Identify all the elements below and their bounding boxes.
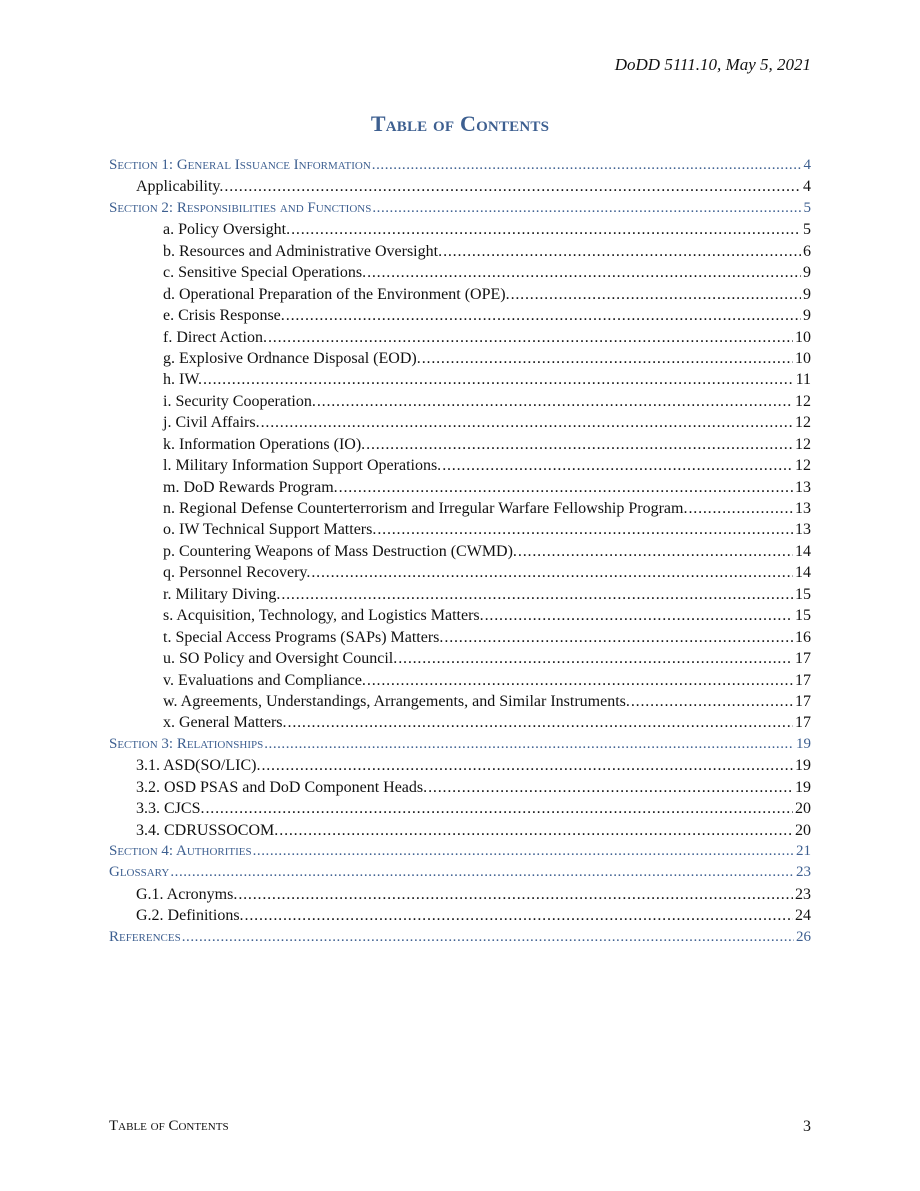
toc-entry-page-number: 17 [795,692,811,710]
toc-entry[interactable] [109,305,811,326]
footer-section-title: Table of Contents [109,1118,229,1134]
toc-entry[interactable] [109,219,811,240]
toc-entry-page-number: 23 [795,885,811,903]
dot-leader [281,584,793,605]
toc-entry-page-number: 14 [795,542,811,560]
toc-entry[interactable] [109,670,811,691]
toc-entry-page-number: 9 [803,285,811,303]
toc-entry[interactable] [109,241,811,262]
toc-entry[interactable] [109,477,811,498]
toc-entry-page-number: 20 [795,821,811,839]
toc-entry-page-number: 20 [795,800,811,818]
toc-entry[interactable] [109,262,811,283]
toc-entry-page-number: 17 [795,650,811,668]
toc-entry-page-number: 12 [795,457,811,475]
dot-leader [518,541,793,562]
toc-entry-label: Section 4: Authorities [109,843,252,859]
toc-entry-page-number: 12 [795,414,811,432]
dot-leader [398,648,793,669]
dot-leader [238,884,793,905]
dot-leader [182,927,794,948]
page-title: Table of Contents [370,111,550,136]
toc-entry-label: Section 3: Relationships [109,735,264,752]
dot-leader [317,391,793,412]
toc-entry-page-number: 19 [795,757,811,775]
toc-entry-label: m. DoD Rewards Program. [163,478,338,496]
dot-leader [372,198,801,219]
toc-entry-label: w. Agreements, Understandings, Arrangements, and Similar Instruments. [163,692,630,710]
toc-entry[interactable] [109,905,811,926]
toc-entry-label: g. Explosive Ordnance Disposal (EOD). [163,349,421,367]
dot-leader [444,627,793,648]
toc-entry-page-number: 17 [795,671,811,689]
toc-entry-page-number: 17 [795,714,811,732]
dot-leader [253,841,794,862]
toc-entry-page-number: 13 [795,521,811,539]
footer-page-number: 3 [803,1118,811,1135]
toc-entry[interactable] [109,412,811,433]
toc-entry[interactable] [109,198,811,219]
toc-entry[interactable] [109,155,811,176]
toc-entry[interactable] [109,348,811,369]
toc-entry[interactable] [109,884,811,905]
dot-leader [377,519,793,540]
toc-entry[interactable] [109,519,811,540]
toc-entry-page-number: 15 [795,607,811,625]
toc-entry-label: i. Security Cooperation. [163,392,316,410]
toc-entry-label: Section 2: Responsibilities and Functions [109,199,372,216]
dot-leader [372,155,802,176]
table-of-contents [109,155,811,948]
toc-entry-label: G.1. Acronyms. [136,885,238,903]
toc-entry-label: h. IW. [163,371,202,389]
toc-entry[interactable] [109,562,811,583]
toc-entry-page-number: 19 [795,778,811,796]
toc-entry-label: l. Military Information Support Operations. [163,457,442,475]
toc-entry-label: o. IW Technical Support Matters. [163,521,377,539]
dot-leader [286,305,801,326]
toc-entry-page-number: 11 [795,371,811,389]
dot-leader [203,369,794,390]
toc-entry[interactable] [109,391,811,412]
toc-entry[interactable] [109,777,811,798]
toc-entry-page-number: 15 [795,585,811,603]
dot-leader [268,327,793,348]
dot-leader [631,691,793,712]
toc-entry[interactable] [109,755,811,776]
toc-entry-label: k. Information Operations (IO). [163,435,366,453]
toc-entry-label: G.2. Definitions. [136,907,244,925]
toc-entry-label: e. Crisis Response. [163,307,285,325]
dot-leader [422,348,793,369]
dot-leader [511,284,801,305]
toc-entry-page-number: 16 [795,628,811,646]
toc-entry[interactable] [109,691,811,712]
dot-leader [261,755,793,776]
toc-entry-page-number: 9 [803,264,811,282]
dot-leader [261,412,793,433]
toc-entry[interactable] [109,734,811,755]
dot-leader [366,434,793,455]
document-identifier: DoDD 5111.10, May 5, 2021 [614,55,811,74]
dot-leader [264,734,794,755]
dot-leader [442,455,793,476]
dot-leader [311,562,793,583]
dot-leader [367,670,793,691]
toc-entry-label: Section 1: General Issuance Information [109,157,371,173]
toc-entry[interactable] [109,820,811,841]
toc-entry-page-number: 14 [795,564,811,582]
toc-entry-page-number: 4 [803,178,811,196]
toc-entry-page-number: 13 [795,500,811,517]
toc-entry-page-number: 5 [803,221,811,239]
toc-entry-label: 3.3. CJCS. [136,800,205,818]
toc-entry-label: p. Countering Weapons of Mass Destruction (CWMD). [163,542,517,560]
dot-leader [170,862,794,883]
dot-leader [245,905,793,926]
toc-entry[interactable] [109,176,811,197]
dot-leader [288,712,793,733]
toc-entry[interactable] [109,284,811,305]
toc-entry-label: u. SO Policy and Oversight Council. [163,650,398,668]
toc-entry-page-number: 13 [795,478,811,496]
dot-leader [688,498,793,519]
dot-leader [291,219,801,240]
dot-leader [367,262,801,283]
toc-entry-label: Glossary [109,864,170,881]
toc-entry-label: r. Military Diving. [163,585,281,603]
toc-entry-page-number: 5 [803,199,811,216]
toc-entry-page-number: 21 [796,843,811,859]
toc-entry-label: c. Sensitive Special Operations. [163,264,367,282]
dot-leader [339,477,793,498]
toc-entry-label: q. Personnel Recovery. [163,564,311,582]
toc-entry-label: f. Direct Action. [163,328,267,346]
toc-entry-page-number: 12 [795,392,811,410]
toc-entry-page-number: 12 [795,435,811,453]
dot-leader [485,605,793,626]
toc-entry-label: Applicability. [136,178,224,196]
toc-entry[interactable] [109,627,811,648]
toc-entry-label: v. Evaluations and Compliance. [163,671,366,689]
toc-entry[interactable] [109,498,811,519]
toc-entry[interactable] [109,541,811,562]
toc-entry-page-number: 10 [795,349,811,367]
toc-entry[interactable] [109,798,811,819]
toc-entry-label: 3.1. ASD(SO/LIC). [136,757,261,775]
toc-entry-label: 3.4. CDRUSSOCOM. [136,821,279,839]
toc-entry[interactable] [109,327,811,348]
toc-entry-label: 3.2. OSD PSAS and DoD Component Heads. [136,778,428,796]
toc-entry-label: j. Civil Affairs. [163,414,260,432]
toc-entry-label: a. Policy Oversight. [163,221,291,239]
dot-leader [224,176,801,197]
toc-entry-page-number: 10 [795,328,811,346]
dot-leader [443,241,801,262]
toc-entry-page-number: 6 [803,242,811,260]
toc-entry[interactable] [109,841,811,862]
toc-entry-page-number: 23 [796,864,811,881]
toc-entry[interactable] [109,712,811,733]
toc-entry[interactable] [109,455,811,476]
toc-entry-label: d. Operational Preparation of the Environment (OPE). [163,285,510,303]
toc-entry-page-number: 19 [796,735,811,752]
toc-entry[interactable] [109,434,811,455]
dot-leader [205,798,793,819]
dot-leader [279,820,793,841]
toc-entry-label: x. General Matters. [163,714,287,732]
toc-entry[interactable] [109,584,811,605]
toc-entry-label: References [109,928,181,945]
toc-entry-label: t. Special Access Programs (SAPs) Matters. [163,628,444,646]
toc-entry[interactable] [109,605,811,626]
toc-entry[interactable] [109,369,811,390]
toc-entry-page-number: 9 [803,307,811,325]
toc-entry[interactable] [109,927,811,948]
dot-leader [428,777,793,798]
toc-entry[interactable] [109,862,811,883]
toc-entry-page-number: 4 [803,157,811,173]
toc-entry-label: b. Resources and Administrative Oversight. [163,242,443,260]
toc-entry-label: n. Regional Defense Counterterrorism and Irregular Warfare Fellowship Program. [163,500,688,517]
toc-entry-page-number: 26 [796,928,811,945]
toc-entry[interactable] [109,648,811,669]
toc-entry-label: s. Acquisition, Technology, and Logistics Matters. [163,607,484,625]
toc-entry-page-number: 24 [795,907,811,925]
